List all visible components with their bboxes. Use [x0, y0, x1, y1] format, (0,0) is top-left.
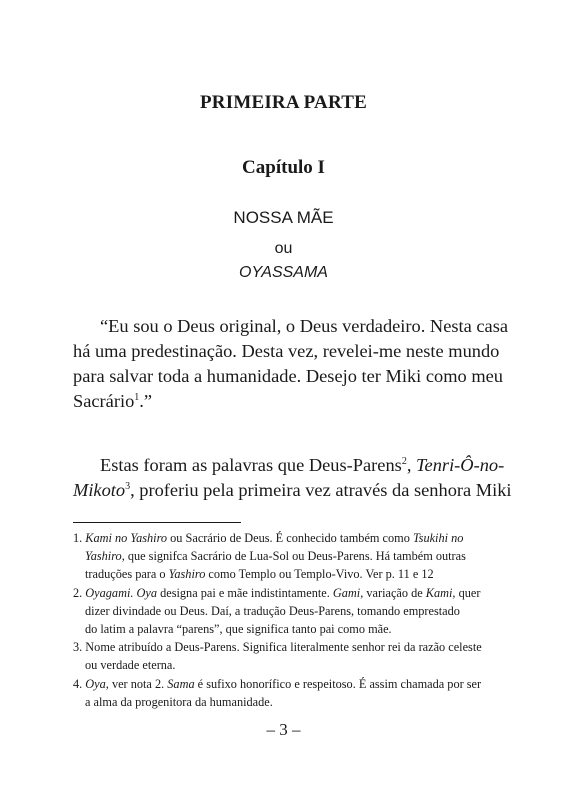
italic-term: Yashiro	[168, 567, 206, 582]
footnote-line: ou verdade eterna.	[85, 658, 176, 673]
text-fragment: é sufixo honorífico e respeitoso. É assim chamada por ser	[194, 676, 482, 691]
subtitle-name: OYASSAMA	[239, 264, 328, 281]
text-line	[73, 478, 513, 503]
italic-term: Sama	[167, 676, 195, 691]
text-fragment: , quer	[452, 585, 481, 600]
footnote-ref-1: 1	[134, 392, 140, 403]
text-fragment: , variação de	[360, 585, 426, 600]
italic-term: Tenri-Ô-no-	[416, 455, 505, 475]
footnote-line: a alma da progenitora da humanidade.	[85, 694, 273, 709]
italic-term: Gami	[332, 585, 361, 600]
page-number: – 3 –	[266, 720, 301, 739]
footnote-line	[73, 547, 513, 565]
footnote-2	[73, 584, 513, 639]
italic-term: Yashiro	[85, 549, 122, 564]
footnote-divider	[73, 522, 241, 523]
text-fragment: designa pai e mãe indistintamente.	[157, 585, 333, 600]
text-line	[73, 453, 513, 478]
text-line: “Eu sou o Deus original, o Deus verdadeiro. Nesta casa	[100, 316, 509, 336]
footnotes	[73, 529, 513, 711]
text-fragment: , ver nota 2.	[105, 676, 168, 691]
text-fragment: , que signifca Sacrário de Lua-Sol ou Deus-Parens. Há também outras	[121, 549, 466, 564]
footnote-ref-2: 2	[401, 456, 407, 467]
footnote-line: 3. Nome atribuído a Deus-Parens. Significa literalmente senhor rei da razão celeste	[73, 640, 482, 655]
text-fragment: como Templo ou Templo-Vivo. Ver p. 11 e 12	[205, 567, 434, 582]
text-fragment: .”	[139, 391, 153, 411]
footnote-line	[73, 584, 513, 602]
chapter-subtitle: NOSSA MÃE	[233, 208, 334, 227]
text-fragment: traduções para o	[85, 567, 169, 582]
footnote-line	[73, 565, 513, 583]
text-fragment: Estas foram as palavras que Deus-Parens	[100, 455, 402, 475]
italic-term: Oyagami. Oya	[85, 585, 158, 600]
footnote-ref-3: 3	[125, 481, 131, 492]
footnote-1	[73, 529, 513, 584]
italic-term: Tsukihi no	[412, 531, 464, 545]
text-fragment: 4.	[73, 676, 86, 691]
footnote-4	[73, 675, 513, 711]
text-line: para salvar toda a humanidade. Desejo ter Miki como meu	[73, 366, 503, 386]
text-fragment: ou Sacrário de Deus. É conhecido também como	[167, 531, 413, 545]
text-line: há uma predestinação. Desta vez, revelei-me neste mundo	[73, 341, 500, 361]
chapter-title: Capítulo I	[242, 157, 325, 178]
body-paragraph-1	[73, 314, 513, 414]
text-fragment: ,	[406, 455, 417, 475]
text-line	[73, 389, 513, 414]
footnote-line	[73, 675, 513, 693]
footnote-line: dizer divindade ou Deus. Daí, a tradução Deus-Parens, tomando emprestado	[85, 603, 460, 618]
italic-term: Oya	[85, 676, 106, 691]
footnote-line	[73, 529, 513, 547]
italic-term: Kami	[425, 585, 453, 600]
text-fragment: , proferiu pela primeira vez através da senhora Miki	[130, 480, 512, 500]
footnote-3	[73, 638, 513, 674]
text-fragment: Sacrário	[73, 391, 135, 411]
text-fragment: 2.	[73, 585, 86, 600]
italic-term: Kami no Yashiro	[85, 531, 168, 545]
text-fragment: 1.	[73, 531, 86, 545]
footnote-line: do latim a palavra “parens”, que significa tanto pai como mãe.	[85, 622, 392, 637]
part-title: PRIMEIRA PARTE	[200, 92, 367, 113]
italic-term: Mikoto	[73, 480, 126, 500]
subtitle-connector: ou	[274, 240, 293, 257]
body-paragraph-2	[73, 453, 513, 503]
